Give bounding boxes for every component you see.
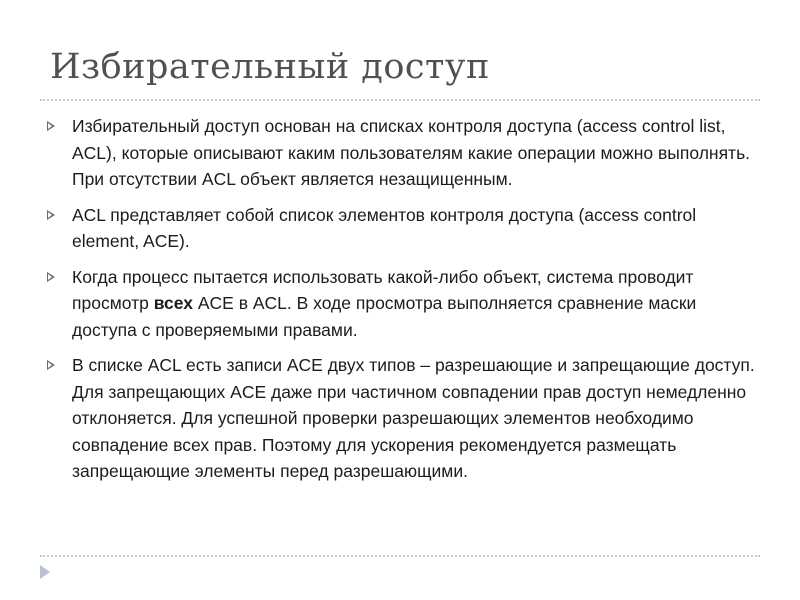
bullet-item [40,264,765,344]
triangle-bullet-icon [47,360,55,370]
triangle-bullet-icon [47,210,55,220]
bullet-item [40,352,765,485]
footer-divider [40,555,760,557]
bullet-list [40,113,765,494]
triangle-right-icon[interactable] [40,565,50,579]
slide-title: Избирательный доступ [50,47,490,87]
bullet-item [40,202,765,255]
bullet-text: Избирательный доступ основан на списках контроля доступа (access control list, ACL), которые описывают каким пользователям какие операции можно выполнять. При отсутствии ACL объект является незащищенным. [72,116,751,189]
bullet-text-after: ACE в ACL. В ходе просмотра выполняется сравнение маски доступа с проверяемыми правами. [72,293,697,340]
triangle-bullet-icon [47,272,55,282]
title-divider [40,99,760,101]
bullet-text: В списке ACL есть записи ACE двух типов – разрешающие и запрещающие доступ. Для запрещающих ACE даже при частичном совпадении прав доступ немедленно отклоняется. Для успешной проверки разрешающих элементов необходимо совпадение всех прав. Поэтому для ускорения рекомендуется размещать запрещающие элементы перед разрешающими. [72,355,755,481]
bullet-item [40,113,765,193]
triangle-bullet-icon [47,121,55,131]
bullet-text-before: Когда процесс пытается использовать какой-либо объект, система проводит просмотр [72,266,694,313]
bullet-text-bold: всех [153,293,193,313]
bullet-text: ACL представляет собой список элементов контроля доступа (access control element, ACE). [72,204,697,251]
